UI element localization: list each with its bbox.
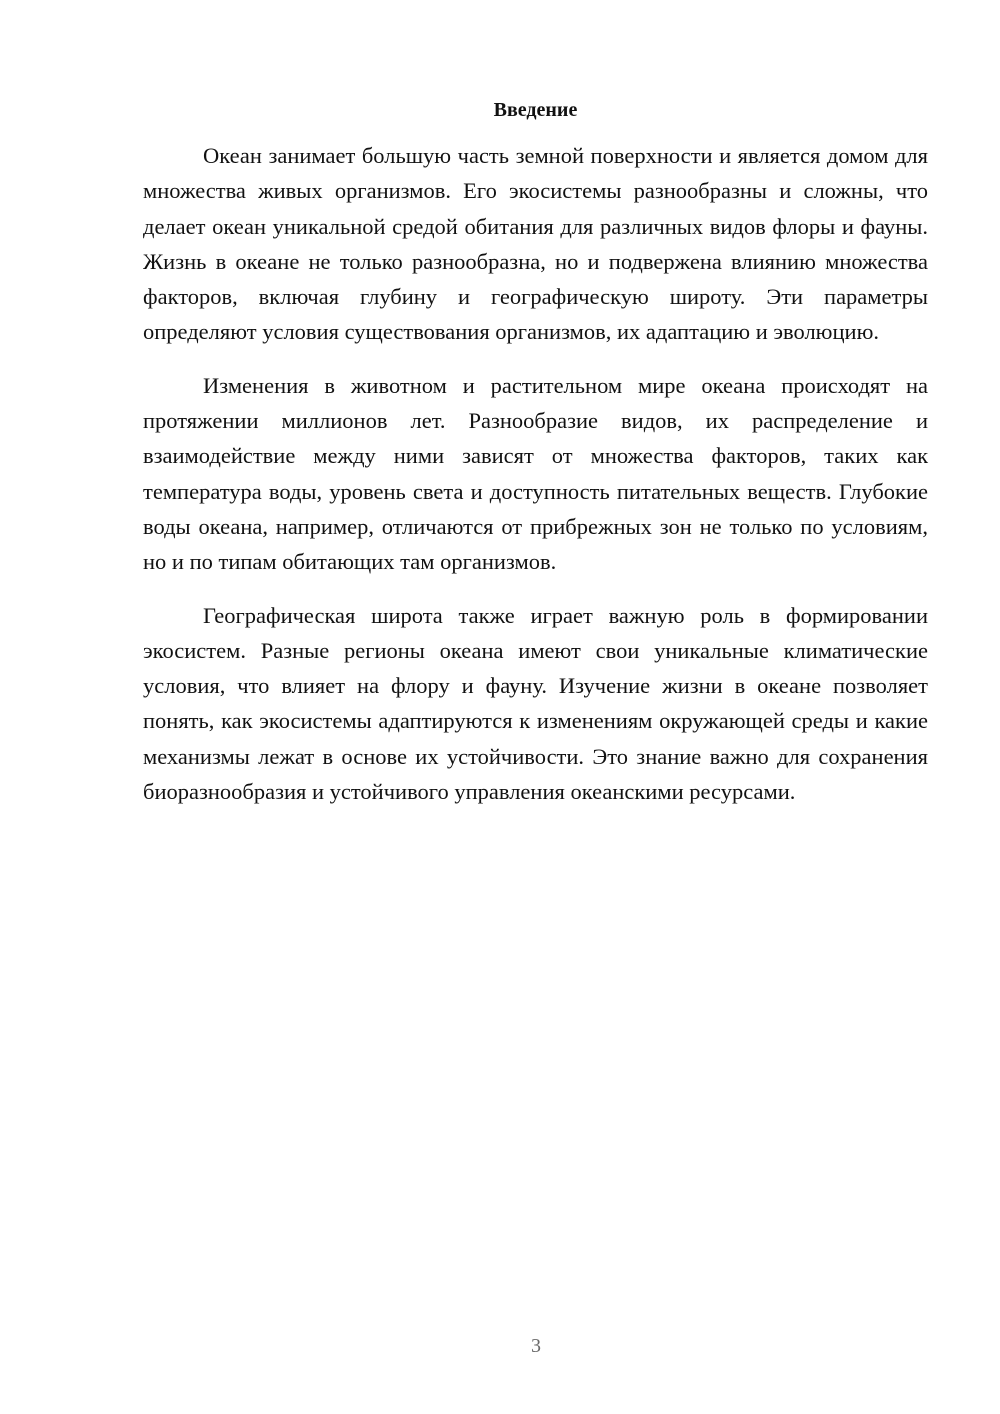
paragraph-2: Изменения в животном и растительном мире океана происходят на протяжении миллионов лет. Разнообразие видов, их распределение и взаимодействие между ними зависят от множества факторов, таких как температура воды, уровень света и доступность питательных веществ. Глубокие воды океана, например, отличаются от прибрежных зон не только по условиям, но и по типам обитающих там организмов. [143, 372, 928, 575]
page-number: 3 [531, 1335, 541, 1357]
paragraph-1: Океан занимает большую часть земной поверхности и является домом для множества живых организмов. Его экосистемы разнообразны и сложны, что делает океан уникальной средой обитания для различных видов флоры и фауны. Жизнь в океане не только разнообразна, но и подвержена влиянию множества факторов, включая глубину и географическую широту. Эти параметры определяют условия существования организмов, их адаптацию и эволюцию. [143, 143, 928, 345]
section-heading: Введение [493, 99, 578, 121]
paragraph-3: Географическая широта также играет важную роль в формировании экосистем. Разные регионы океана имеют свои уникальные климатические условия, что влияет на флору и фауну. Изучение жизни в океане позволяет понять, как экосистемы адаптируются к изменениям окружающей среды и какие механизмы лежат в основе их устойчивости. Это знание важно для сохранения биоразнообразия и устойчивого управления океанскими ресурсами. [143, 602, 928, 805]
page-content [143, 96, 928, 827]
